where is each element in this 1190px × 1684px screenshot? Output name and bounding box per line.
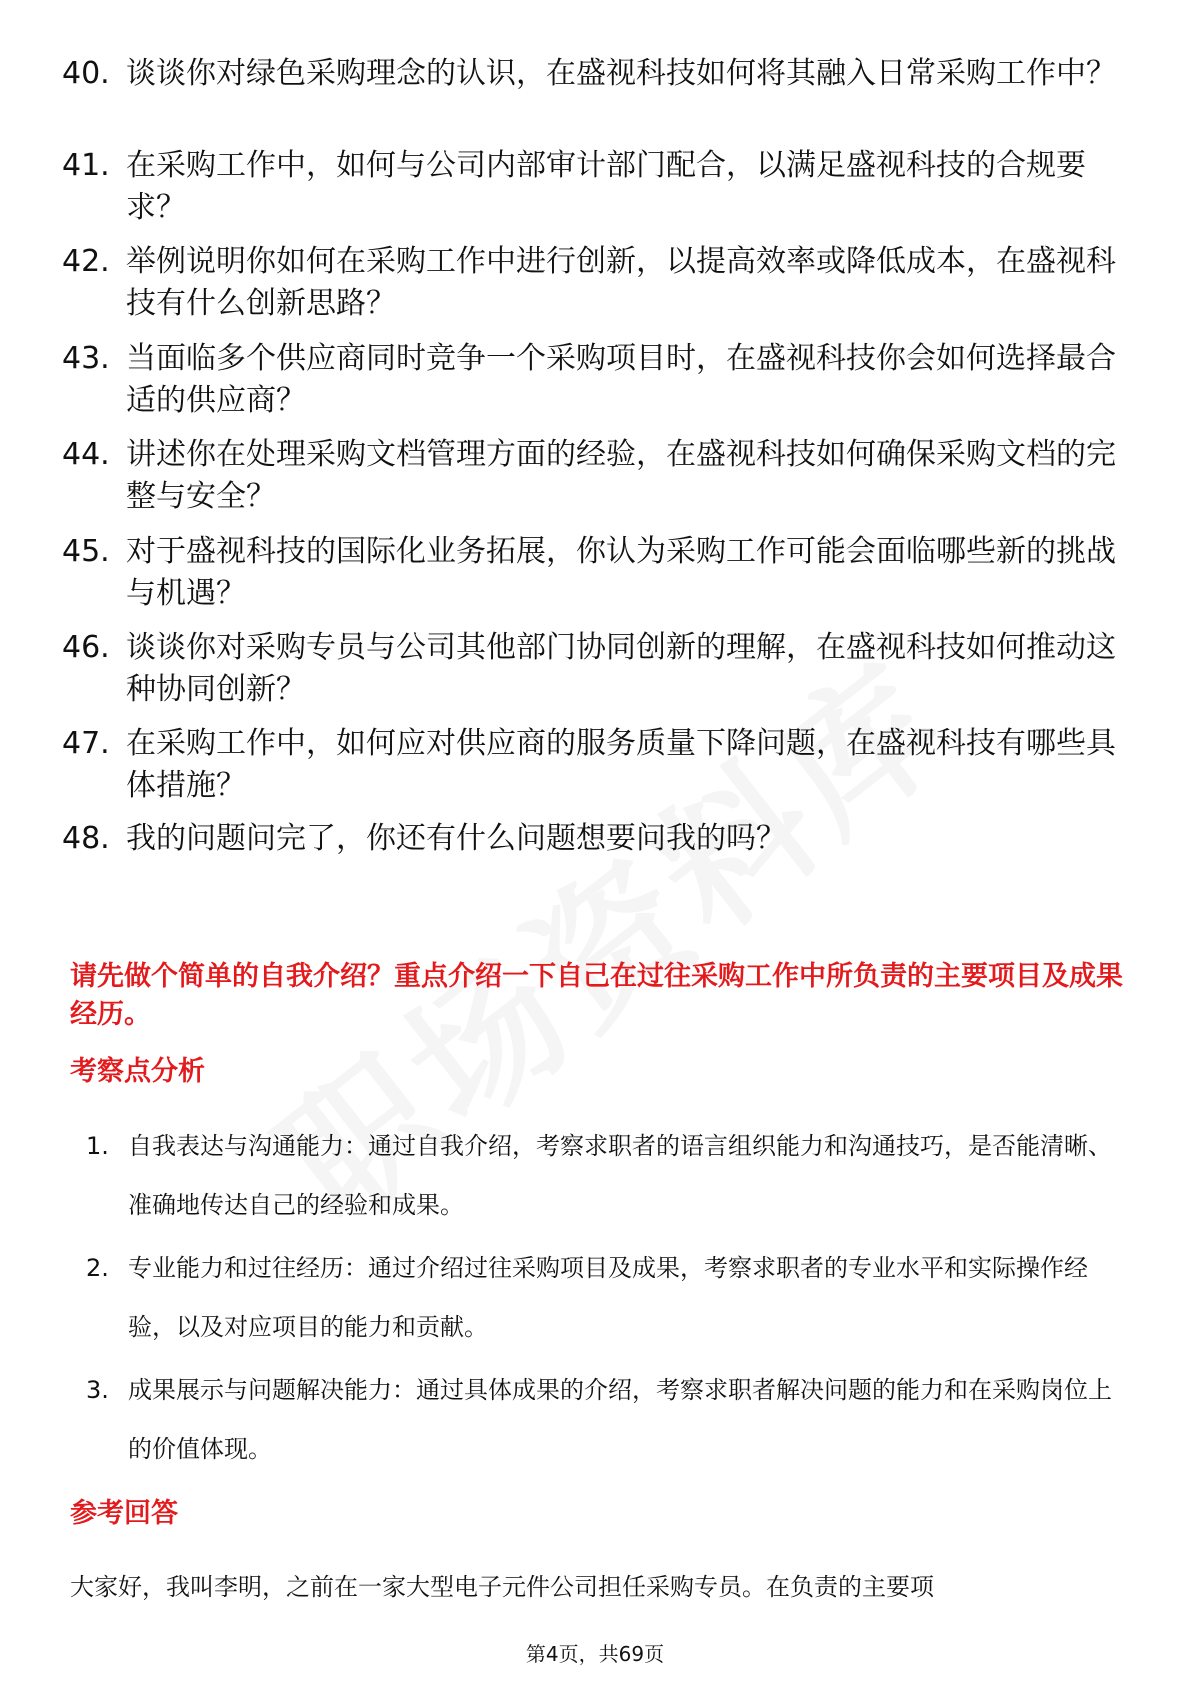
question-text: 我的问题问完了，你还有什么问题想要问我的吗？ <box>126 821 786 856</box>
analysis-text: 专业能力和过往经历：通过介绍过往采购项目及成果，考察求职者的专业水平和实际操作经验，以及对应项目的能力和贡献。 <box>128 1254 1088 1341</box>
analysis-text: 成果展示与问题解决能力：通过具体成果的介绍，考察求职者解决问题的能力和在采购岗位上的价值体现。 <box>128 1376 1112 1463</box>
question-number: 43. <box>62 341 110 376</box>
analysis-text: 自我表达与沟通能力：通过自我介绍，考察求职者的语言组织能力和沟通技巧，是否能清晰、准确地传达自己的经验和成果。 <box>128 1132 1112 1219</box>
question-number: 42. <box>62 244 110 279</box>
question-number: 41. <box>62 148 110 183</box>
highlight-question: 请先做个简单的自我介绍？重点介绍一下自己在过往采购工作中所负责的主要项目及成果经历。 <box>70 961 1123 1030</box>
analysis-number: 1. <box>86 1132 109 1160</box>
reference-paragraph: 大家好，我叫李明，之前在一家大型电子元件公司担任采购专员。在负责的主要项 <box>70 1573 934 1601</box>
analysis-number: 2. <box>86 1254 109 1282</box>
question-text: 谈谈你对绿色采购理念的认识，在盛视科技如何将其融入日常采购工作中？ <box>126 56 1116 91</box>
page-footer: 第4页，共69页 <box>525 1642 665 1666</box>
question-text: 当面临多个供应商同时竞争一个采购项目时，在盛视科技你会如何选择最合适的供应商？ <box>126 341 1116 418</box>
question-text: 谈谈你对采购专员与公司其他部门协同创新的理解，在盛视科技如何推动这种协同创新？ <box>126 630 1116 707</box>
question-number: 47. <box>62 726 110 761</box>
question-text: 举例说明你如何在采购工作中进行创新，以提高效率或降低成本，在盛视科技有什么创新思路？ <box>126 244 1116 321</box>
question-text: 讲述你在处理采购文档管理方面的经验，在盛视科技如何确保采购文档的完整与安全？ <box>126 437 1116 514</box>
analysis-heading: 考察点分析 <box>70 1056 205 1087</box>
question-number: 46. <box>62 630 110 665</box>
question-number: 45. <box>62 534 110 569</box>
question-text: 对于盛视科技的国际化业务拓展，你认为采购工作可能会面临哪些新的挑战与机遇？ <box>126 534 1116 611</box>
question-text: 在采购工作中，如何应对供应商的服务质量下降问题，在盛视科技有哪些具体措施？ <box>126 726 1116 803</box>
question-number: 44. <box>62 437 110 472</box>
question-text: 在采购工作中，如何与公司内部审计部门配合，以满足盛视科技的合规要求？ <box>126 148 1086 225</box>
analysis-number: 3. <box>86 1376 109 1404</box>
question-number: 48. <box>62 821 110 856</box>
question-number: 40. <box>62 56 110 91</box>
reference-heading: 参考回答 <box>70 1498 178 1529</box>
